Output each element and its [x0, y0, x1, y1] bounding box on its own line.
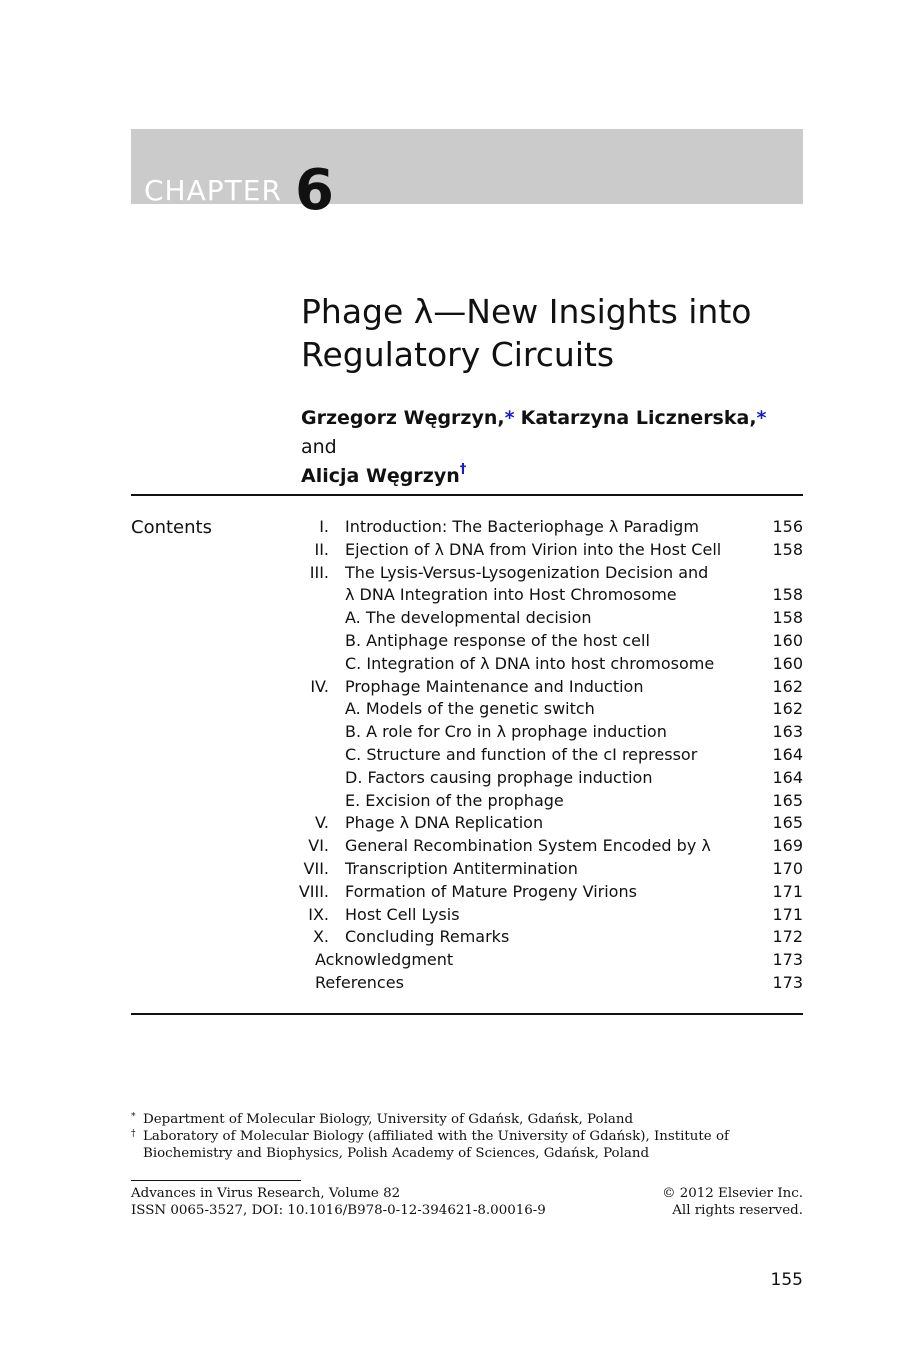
toc-page: 164	[772, 744, 803, 764]
toc-title: Prophage Maintenance and Induction	[345, 676, 644, 696]
toc-number: VII.	[303, 858, 329, 878]
publication-info	[131, 1185, 546, 1219]
toc-entry[interactable]	[300, 698, 803, 721]
rights-statement: All rights reserved.	[672, 1203, 803, 1218]
toc-entry[interactable]	[300, 881, 803, 904]
toc-entry[interactable]	[300, 835, 803, 858]
toc-page: 172	[772, 927, 803, 947]
toc-entry[interactable]	[300, 721, 803, 744]
toc-page: 164	[772, 767, 803, 787]
toc-entry[interactable]	[300, 630, 803, 653]
toc-entry[interactable]	[300, 926, 803, 949]
author-3-affiliation-mark[interactable]: †	[459, 462, 467, 477]
toc-title: E. Excision of the prophage	[345, 790, 564, 810]
author-list	[301, 404, 801, 491]
toc-title: Transcription Antitermination	[345, 858, 578, 878]
toc-entry[interactable]	[300, 972, 803, 995]
toc-number: IX.	[308, 904, 329, 924]
toc-title: Ejection of λ DNA from Virion into the Host Cell	[345, 539, 722, 559]
toc-page: 171	[772, 904, 803, 924]
toc-title: Introduction: The Bacteriophage λ Paradigm	[345, 517, 699, 536]
toc-page: 162	[772, 676, 803, 696]
toc-page: 169	[772, 836, 803, 856]
toc-number: VIII.	[298, 881, 329, 901]
toc-page: 160	[772, 653, 803, 673]
toc-page: 160	[772, 630, 803, 650]
toc-entry[interactable]	[300, 653, 803, 676]
toc-page: 165	[772, 790, 803, 810]
author-2: Katarzyna Licznerska,	[520, 407, 757, 429]
footnote-1	[131, 1111, 811, 1128]
footnote-1-symbol: *	[131, 1112, 136, 1122]
toc-entry[interactable]	[300, 562, 803, 585]
footnote-2	[131, 1128, 811, 1162]
issn-doi[interactable]: ISSN 0065-3527, DOI: 10.1016/B978-0-12-394621-8.00016-9	[131, 1203, 546, 1218]
footnote-2-text: Laboratory of Molecular Biology (affiliated with the University of Gdańsk), Institute of Biochemistry and Biophysics, Polish Academy of Sciences, Gdańsk, Poland	[143, 1129, 730, 1161]
author-conjunction: and	[301, 436, 337, 458]
toc-title: B. A role for Cro in λ prophage induction	[345, 722, 667, 742]
journal-volume: Advances in Virus Research, Volume 82	[131, 1186, 401, 1201]
toc-entry[interactable]	[300, 676, 803, 699]
toc-entry[interactable]	[300, 949, 803, 972]
author-2-affiliation-mark[interactable]: *	[756, 407, 767, 429]
toc-number: IV.	[310, 676, 329, 696]
toc-page: 158	[772, 539, 803, 559]
toc-page: 163	[772, 722, 803, 742]
toc-title: References	[315, 972, 404, 992]
footnote-1-text: Department of Molecular Biology, University of Gdańsk, Gdańsk, Poland	[143, 1112, 634, 1127]
footnote-2-symbol: †	[131, 1129, 136, 1139]
author-3: Alicja Węgrzyn	[301, 465, 460, 487]
chapter-label: CHAPTER	[144, 174, 282, 207]
toc-number: X.	[312, 927, 329, 947]
toc-title: Concluding Remarks	[345, 927, 510, 947]
toc-entry[interactable]	[300, 790, 803, 813]
contents-top-rule	[131, 494, 803, 496]
toc-title: Phage λ DNA Replication	[345, 813, 544, 833]
toc-page: 173	[772, 950, 803, 970]
chapter-number: 6	[295, 158, 334, 223]
page-number: 155	[770, 1270, 803, 1290]
toc-entry[interactable]	[300, 904, 803, 927]
toc-page: 165	[772, 813, 803, 833]
toc-entry[interactable]	[300, 516, 803, 539]
toc-page: 158	[772, 608, 803, 628]
toc-number: II.	[314, 539, 329, 559]
toc-page: 162	[772, 699, 803, 719]
toc-number: III.	[309, 562, 329, 582]
toc-title: Host Cell Lysis	[345, 904, 460, 924]
toc-entry[interactable]	[300, 812, 803, 835]
chapter-title	[301, 290, 801, 376]
contents-bottom-rule	[131, 1013, 803, 1015]
toc-entry[interactable]	[300, 539, 803, 562]
toc-number: VI.	[308, 836, 329, 856]
toc-number: I.	[319, 517, 329, 536]
toc-page: 158	[772, 585, 803, 605]
toc-page: 156	[772, 517, 803, 536]
chapter-title-line-1: Phage λ—New Insights into	[301, 292, 752, 331]
copyright-info	[662, 1185, 803, 1219]
toc-title: D. Factors causing prophage induction	[345, 767, 653, 787]
toc-title: A. The developmental decision	[345, 608, 592, 628]
table-of-contents	[300, 516, 803, 995]
toc-number: V.	[315, 813, 329, 833]
copyright: © 2012 Elsevier Inc.	[662, 1186, 803, 1201]
toc-title: A. Models of the genetic switch	[345, 699, 595, 719]
toc-entry[interactable]	[300, 744, 803, 767]
toc-entry[interactable]	[300, 607, 803, 630]
toc-page: 170	[772, 858, 803, 878]
toc-title: Formation of Mature Progeny Virions	[345, 881, 637, 901]
footnote-rule	[131, 1180, 301, 1181]
chapter-title-line-2: Regulatory Circuits	[301, 335, 615, 374]
toc-page: 171	[772, 881, 803, 901]
contents-heading: Contents	[131, 517, 212, 538]
toc-title: λ DNA Integration into Host Chromosome	[345, 585, 677, 605]
toc-title: General Recombination System Encoded by λ	[345, 836, 711, 856]
affiliation-footnotes	[131, 1111, 811, 1162]
toc-title: C. Integration of λ DNA into host chromosome	[345, 653, 715, 673]
toc-title: B. Antiphage response of the host cell	[345, 630, 650, 650]
toc-entry[interactable]	[300, 767, 803, 790]
toc-entry[interactable]	[300, 858, 803, 881]
toc-page: 173	[772, 972, 803, 992]
author-1: Grzegorz Węgrzyn,	[301, 407, 505, 429]
toc-title: C. Structure and function of the cI repressor	[345, 744, 698, 764]
toc-entry[interactable]	[300, 584, 803, 607]
toc-title: The Lysis-Versus-Lysogenization Decision and	[345, 562, 709, 582]
author-1-affiliation-mark[interactable]: *	[504, 407, 515, 429]
toc-title: Acknowledgment	[315, 950, 454, 970]
